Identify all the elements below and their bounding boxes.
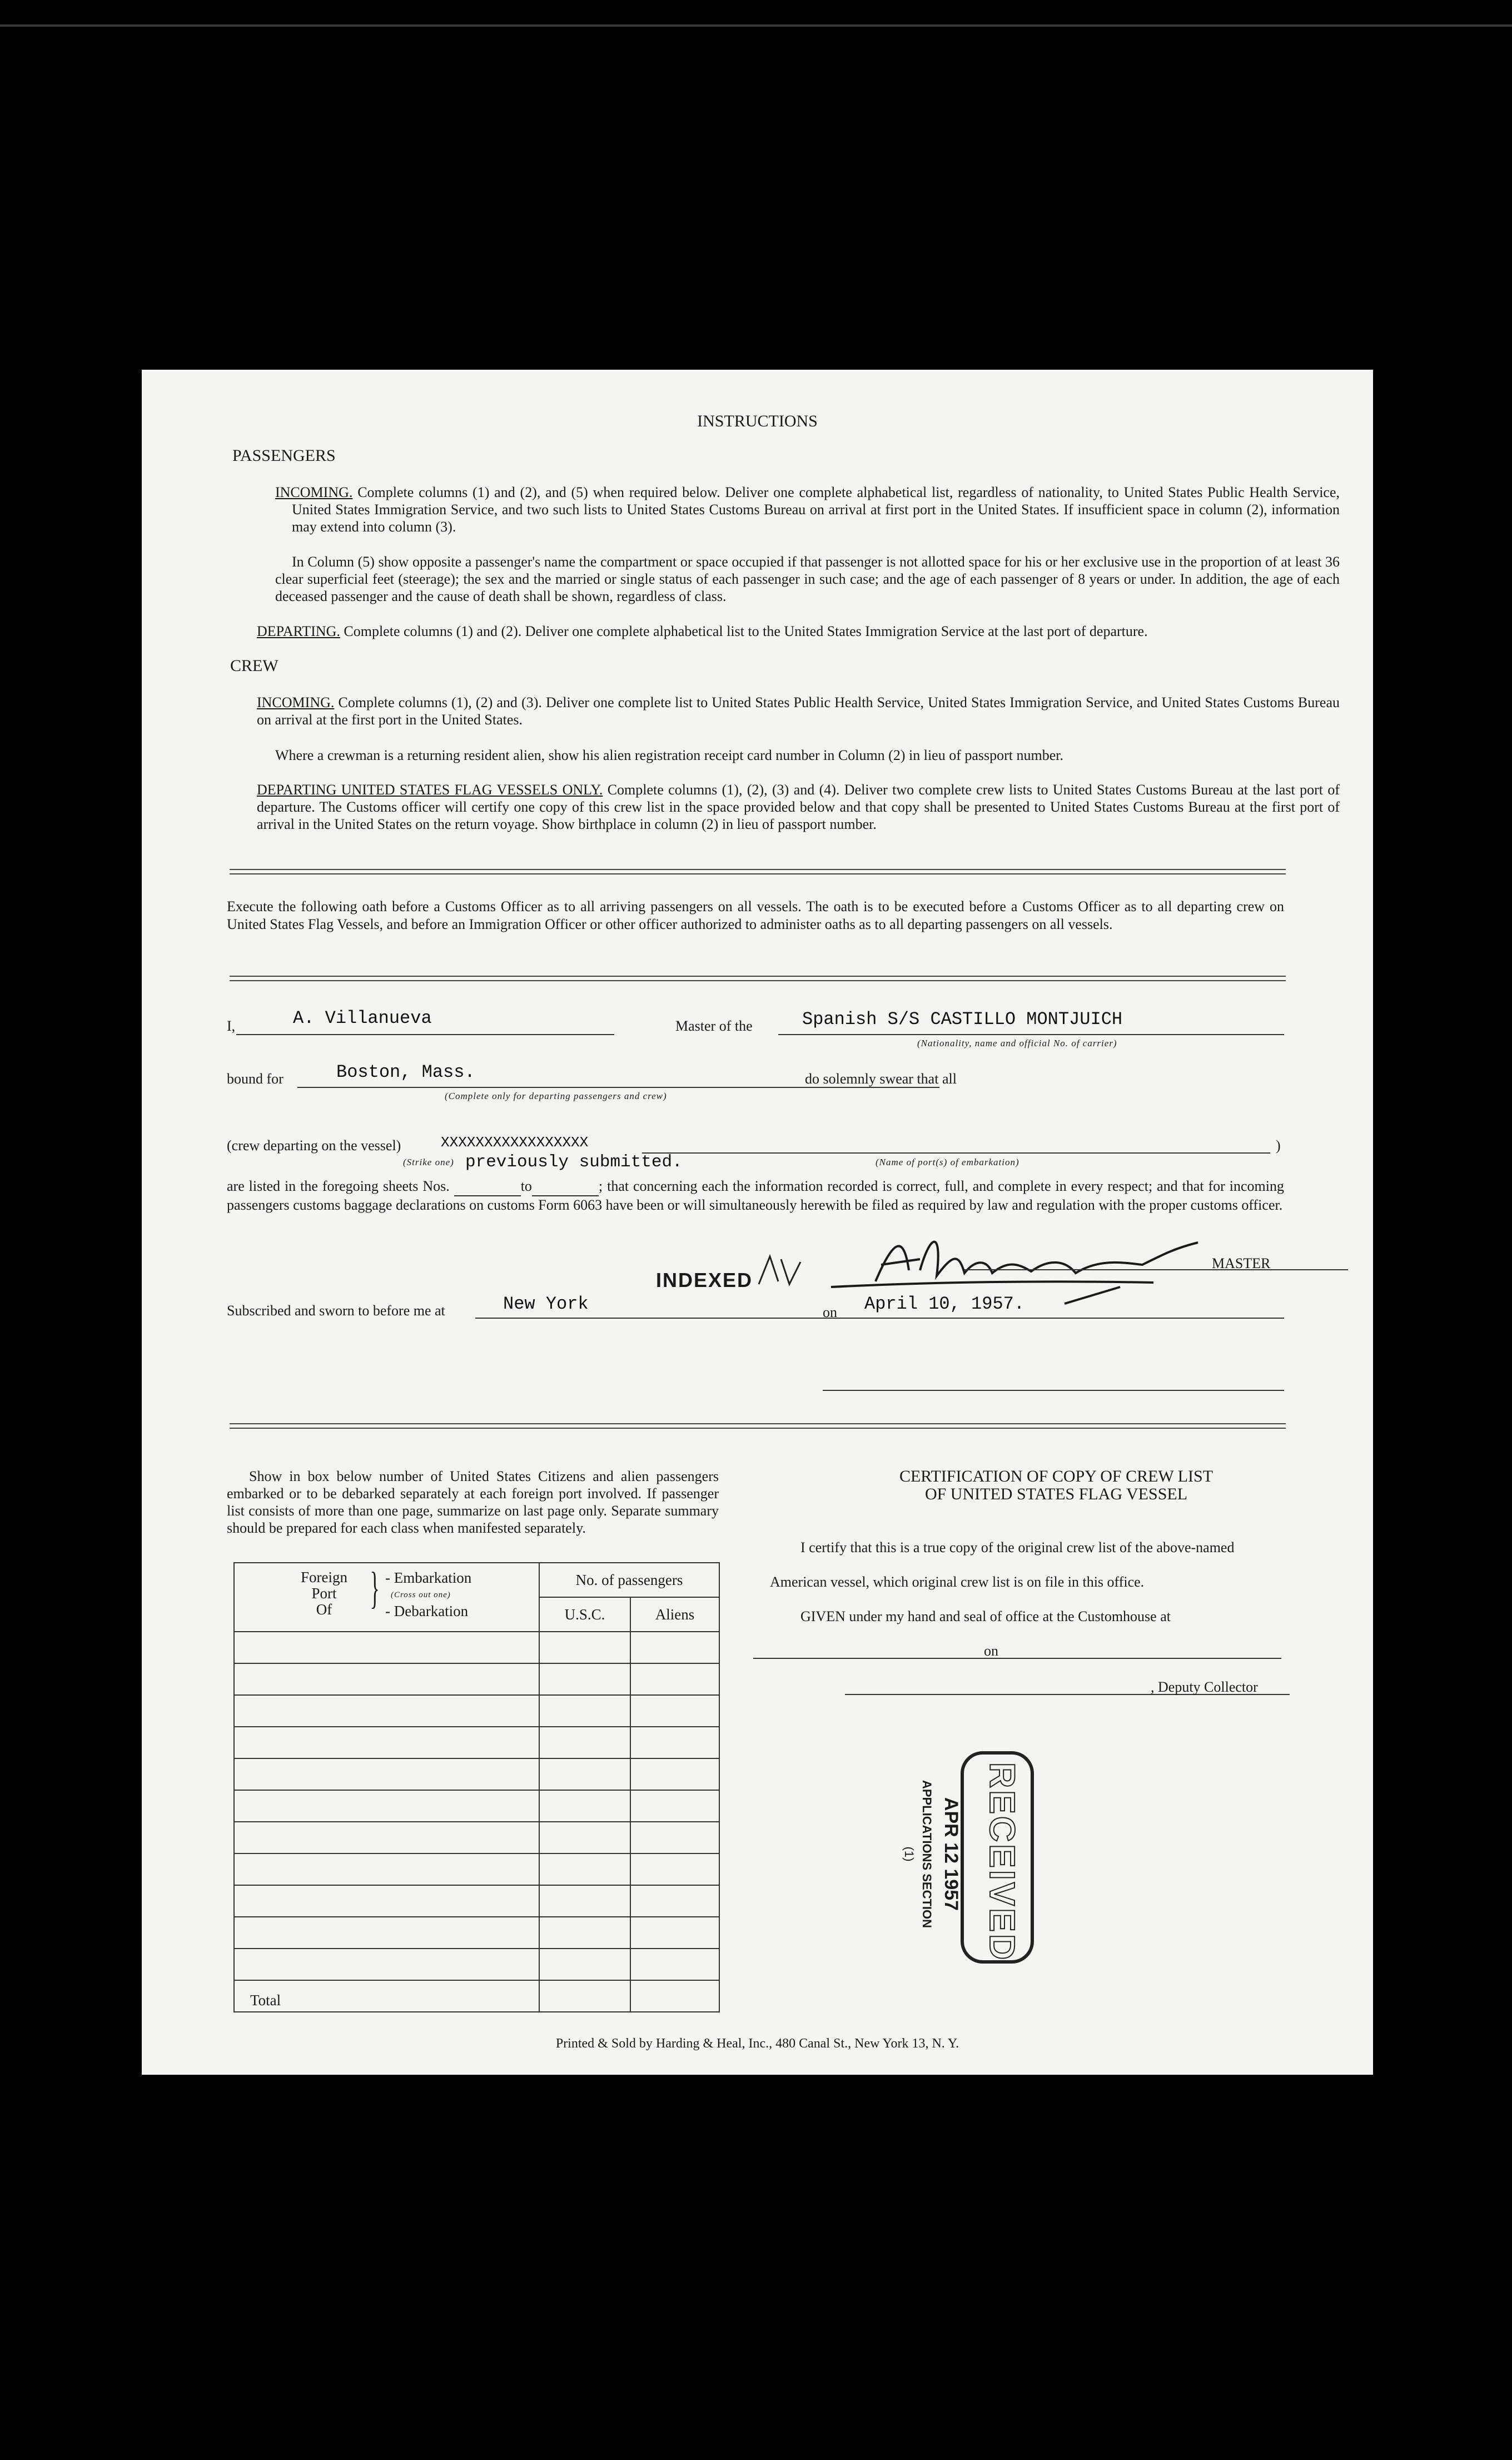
passengers-departing-text: Complete columns (1) and (2). Deliver one complete alphabetical list to the United States Immigration Service at the last port of departure.	[344, 623, 1148, 639]
table-row	[234, 1663, 719, 1695]
ports-caption: (Name of port(s) of embarkation)	[876, 1157, 1019, 1167]
table-row	[234, 1822, 719, 1853]
sworn-place: New York	[503, 1294, 589, 1314]
customhouse-line	[753, 1658, 1281, 1659]
master-of-label: Master of the	[675, 1018, 753, 1034]
table-row	[234, 1790, 719, 1822]
aliens-header: Aliens	[630, 1597, 719, 1632]
flag-vessels-label: DEPARTING UNITED STATES FLAG VESSELS ONLY.	[257, 782, 603, 798]
certification-on-label: on	[984, 1643, 998, 1659]
divider	[230, 1423, 1286, 1429]
table-row	[234, 1949, 719, 1980]
closing-paren: )	[1276, 1137, 1281, 1154]
sheet-from-blank	[454, 1177, 521, 1196]
master-name-line	[236, 1034, 614, 1035]
summary-intro: Show in box below number of United States Citizens and alien passengers embarked or to be debarked separately at each foreign port involved. If passenger list consists of more than one page, summarize on last page only. Separate summary should be prepared for each class when manifested separately.	[227, 1468, 719, 1536]
sheets-paragraph	[227, 1177, 1284, 1214]
passenger-summary-table	[233, 1562, 720, 2012]
given-line: GIVEN under my hand and seal of office at the Customhouse at	[800, 1608, 1171, 1624]
crew-incoming-text: Complete columns (1), (2) and (3). Deliver one complete list to United States Public Health Service, United States Immigration Service, and United States Customs Bureau on arrival at the first port in the United States.	[257, 694, 1340, 728]
on-label: on	[823, 1304, 837, 1320]
certification-title-line2: OF UNITED STATES FLAG VESSEL	[924, 1485, 1188, 1503]
signature-line	[964, 1269, 1348, 1270]
table-row	[234, 1695, 719, 1727]
usc-header: U.S.C.	[539, 1597, 630, 1632]
crew-incoming-label: INCOMING.	[257, 694, 335, 710]
struck-text: XXXXXXXXXXXXXXXXX	[441, 1134, 589, 1151]
swear-label: do solemnly swear that all	[805, 1071, 957, 1087]
table-row	[234, 1758, 719, 1790]
crew-incoming-paragraph	[257, 694, 1340, 728]
of-label: Of	[316, 1601, 332, 1618]
certify-line2: American vessel, which original crew list is on file in this office.	[770, 1574, 1145, 1590]
table-row	[234, 1727, 719, 1758]
passengers-heading: PASSENGERS	[232, 446, 336, 465]
table-row	[234, 1917, 719, 1949]
indexed-stamp: INDEXED	[656, 1269, 753, 1291]
crew-heading: CREW	[230, 657, 278, 675]
divider	[230, 976, 1286, 981]
stamp-date: APR 12 1957	[941, 1797, 962, 1911]
certify-line1: I certify that this is a true copy of the original crew list of the above-named	[800, 1539, 1235, 1555]
crew-departing-label: (crew departing on the vessel)	[227, 1137, 401, 1154]
brace: }	[370, 1564, 380, 1613]
ports-line	[642, 1152, 1270, 1154]
destination-line	[297, 1087, 939, 1088]
received-stamp-rotated	[878, 1746, 1045, 1968]
sheet-to-blank	[532, 1177, 599, 1196]
officer-line	[823, 1390, 1284, 1391]
submitted-text: previously submitted.	[465, 1152, 683, 1172]
printer-footer: Printed & Sold by Harding & Heal, Inc., 480 Canal St., New York 13, N. Y.	[555, 2036, 959, 2051]
crewman-paragraph: Where a crewman is a returning resident alien, show his alien registration receipt card number in Column (2) in lieu of passport number.	[275, 747, 1064, 763]
divider	[230, 869, 1286, 874]
stamp-received: RECEIVED	[982, 1762, 1022, 1962]
oath-i-label: I,	[227, 1018, 236, 1034]
oath-intro: Execute the following oath before a Customs Officer as to all arriving passengers on all vessels. The oath is to be executed before a Customs Officer as to all departing crew on United States Flag Vessels, and before an Immigration Officer or other officer authorized to administer oaths as to all departing passengers on all vessels.	[227, 898, 1284, 932]
passengers-incoming-text: Complete columns (1) and (2), and (5) when required below. Deliver one complete alphabetical list, regardless of nationality, to United States Public Health Service, United States Immigration Service, and two such lists to United States Customs Bureau on arrival at first port in the United States. If insufficient space in column (2), information may extend into column (3).	[292, 484, 1340, 535]
total-label: Total	[234, 1980, 539, 2012]
passengers-incoming-paragraph	[275, 484, 1340, 535]
flag-vessels-text: Complete columns (1), (2), (3) and (4). Deliver two complete crew lists to United States Customs Bureau at the last port of departure. The Customs officer will certify one copy of this crew list in the space provided below and that copy shall be presented to United States Customs Bureau at the first port of arrival in the United States on the return voyage. Show birthplace in column (2) in lieu of passport number.	[257, 782, 1340, 832]
sheets-text-a: are listed in the foregoing sheets Nos.	[227, 1178, 450, 1194]
stamp-section: APPLICATIONS SECTION	[920, 1780, 934, 1929]
port-label: Port	[311, 1585, 337, 1602]
sworn-date: April 10, 1957.	[864, 1294, 1025, 1314]
page-title: INSTRUCTIONS	[697, 412, 818, 430]
bound-label: bound for	[227, 1071, 284, 1087]
destination: Boston, Mass.	[336, 1062, 475, 1082]
passengers-incoming-label: INCOMING.	[275, 484, 353, 500]
sworn-date-line	[845, 1318, 1284, 1319]
foreign-label: Foreign	[301, 1569, 347, 1586]
passengers-departing-label: DEPARTING.	[257, 623, 340, 639]
sheets-text-b: ; that concerning each the information recorded is correct, full, and complete in every respect; and that for incoming passengers customs baggage declarations on customs Form 6063 have been or will simultaneously herewith be filed as required by law and regulation with the proper customs officer.	[227, 1178, 1284, 1213]
strike-caption: (Strike one)	[403, 1157, 454, 1167]
sheets-to: to	[520, 1178, 532, 1194]
received-stamp	[878, 1746, 1045, 1968]
master-label: MASTER	[1212, 1255, 1271, 1271]
no-passengers-header: No. of passengers	[539, 1563, 719, 1597]
master-name: A. Villanueva	[293, 1008, 432, 1028]
vessel-name: Spanish S/S CASTILLO MONTJUICH	[802, 1009, 1123, 1030]
deputy-label: , Deputy Collector	[1151, 1679, 1258, 1695]
destination-caption: (Complete only for departing passengers and crew)	[445, 1091, 667, 1101]
embarkation-label: - Embarkation	[385, 1569, 472, 1586]
table-row	[234, 1885, 719, 1917]
certification-title-line1: CERTIFICATION OF COPY OF CREW LIST	[899, 1467, 1213, 1485]
certification-title	[820, 1468, 1292, 1503]
cross-out-label: (Cross out one)	[391, 1591, 451, 1599]
subscribed-label: Subscribed and sworn to before me at	[227, 1303, 445, 1319]
table-row	[234, 1853, 719, 1885]
port-label-stack	[301, 1569, 347, 1618]
total-row	[234, 1980, 719, 2012]
flag-vessels-paragraph	[257, 781, 1340, 833]
port-header-cell	[234, 1563, 539, 1632]
passengers-departing-paragraph	[257, 623, 1340, 640]
column5-paragraph: In Column (5) show opposite a passenger's name the compartment or space occupied if that passenger is not allotted space for his or her exclusive use in the proportion of at least 36 clear superficial feet (steerage); the sex and the married or single status of each passenger in such case; and the age of each passenger of 8 years or under. In addition, the age of each deceased passenger and the cause of death shall be shown, regardless of class.	[275, 554, 1340, 604]
top-scan-line	[0, 24, 1512, 27]
vessel-line	[778, 1034, 1284, 1035]
stamp-mark: (1)	[902, 1846, 916, 1862]
document-page	[142, 370, 1373, 2075]
vessel-caption: (Nationality, name and official No. of carrier)	[917, 1038, 1117, 1048]
debarkation-label: - Debarkation	[385, 1603, 469, 1619]
table-row	[234, 1632, 719, 1663]
